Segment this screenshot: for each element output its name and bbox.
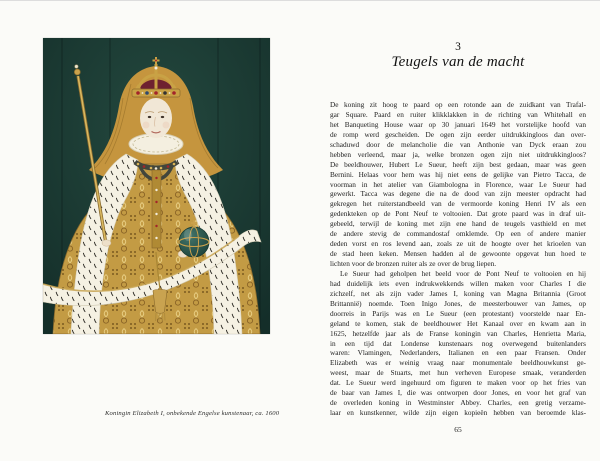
text-line: 1625, hetzelfde jaar als de Franse koningin van Charles, Henrietta Maria, bbox=[330, 328, 586, 338]
text-line: lichten voor de bronzen ruiter als ze over de brug liepen. bbox=[330, 259, 497, 268]
paragraph-1 bbox=[330, 100, 586, 269]
text-line: de baar van James I, die was ontworpen door Jones, en voor het graf van bbox=[330, 388, 586, 398]
text-line: Le Sueur had geholpen het beeld voor de Pont Neuf te voltooien en hij bbox=[340, 268, 586, 278]
body-text bbox=[330, 100, 586, 418]
text-line: Elizabeth was er weinig vraag naar monumentale beeldhouwkunst ge- bbox=[330, 358, 586, 368]
text-line: dat. Le Sueur werd ingehuurd om figuren te maken voor op het fries van bbox=[330, 378, 586, 388]
text-line: gedenkteken op de Pont Neuf te voltooien. Dat grote paard was in draf uit- bbox=[330, 209, 586, 219]
text-line: zichzelf, net als zijn vader James I, koning van Magna Britannia (Groot bbox=[330, 288, 586, 298]
text-line: hebben verleend, maar ja, welke bronzen ogen zijn niet uitdrukkingloos? bbox=[330, 149, 586, 159]
chapter-title: Teugels van de macht bbox=[391, 54, 525, 70]
text-line: Brittannië) noemde. Toen Inigo Jones, de meesterbouwer van James, op bbox=[330, 298, 586, 308]
text-line: gar Square. Paard en ruiter klikklakken in de richting van Whitehall en bbox=[330, 109, 586, 119]
text-line: deden vorst en ros levend aan, zoals ze uit de hoogte over het krioelen van bbox=[330, 239, 586, 249]
painting-caption: Koningin Elizabeth I, onbekende Engelse kunstenaar, ca. 1600 bbox=[105, 410, 280, 417]
elizabeth-portrait-svg bbox=[43, 38, 270, 334]
right-page bbox=[300, 1, 600, 461]
text-line: had duidelijk iets even indrukwekkends willen maken voor Charles I die bbox=[330, 278, 586, 288]
text-line: gekregen het ruiterstandbeeld van de vermoorde koning Henri IV als een bbox=[330, 199, 586, 209]
text-line: waren: Vlamingen, Nederlanders, Italianen en een paar Fransen. Onder bbox=[330, 348, 586, 358]
text-line: in een tijd dat Londense kunstenaars nog overwegend buitenlanders bbox=[330, 338, 586, 348]
text-line: de overleden koning in Westminster Abbey. Charles, een gretig verzame- bbox=[330, 398, 586, 408]
painting-elizabeth-coronation bbox=[43, 38, 270, 334]
face bbox=[140, 98, 172, 138]
text-line: gebeeld, terwijl de koning met zijn ene hand de teugels vasthield en met bbox=[330, 219, 586, 229]
text-line: doorreis in Parijs was en Le Sueur (een protestant) voorstelde naar En- bbox=[330, 308, 586, 318]
text-line: de stad heen keken. Mensen hadden al de gewoonte opgevat hun hoed te bbox=[330, 249, 586, 259]
text-line: voorman in het atelier van Giambologna in Florence, waar Le Sueur had bbox=[330, 179, 586, 189]
text-line: De koning zit hoog te paard op een rotonde aan de zuidkant van Trafal- bbox=[330, 100, 586, 109]
text-line: de romp werd gescheiden. De ogen zijn eerder uitdrukkingloos dan over- bbox=[330, 129, 586, 139]
text-line: weest, maar de Stuarts, met hun verheven Europese smaak, veranderden bbox=[330, 368, 586, 378]
text-line: de andere stevig de commandostaf omklemde. Op een of andere manier bbox=[330, 229, 586, 239]
text-line: schaduwd door de melancholie die van Anthonie van Dyck eraan zou bbox=[330, 139, 586, 149]
text-line: geland te komen, stak de beeldhouwer Het Kanaal over en kwam aan in bbox=[330, 318, 586, 328]
page-number: 65 bbox=[454, 425, 462, 434]
text-line: het Banqueting House waar op 30 januari 1649 het vorstelijke hoofd van bbox=[330, 119, 586, 129]
left-page bbox=[0, 1, 300, 461]
chapter-number: 3 bbox=[455, 41, 461, 53]
text-line: Bernini. Helaas voor hem was hij niet eens de gelijke van Pietro Tacca, de bbox=[330, 169, 586, 179]
text-line: De beeldhouwer, Hubert Le Sueur, heeft zijn best gedaan, maar was geen bbox=[330, 159, 586, 169]
text-line: gewerkt. Tacca was degene die na de dood van zijn meester opdracht had bbox=[330, 189, 586, 199]
paragraph-2 bbox=[330, 269, 586, 418]
text-line: laar en kunstkenner, wilde zijn eigen kopieën hebben van beroemde klas- bbox=[330, 408, 586, 418]
